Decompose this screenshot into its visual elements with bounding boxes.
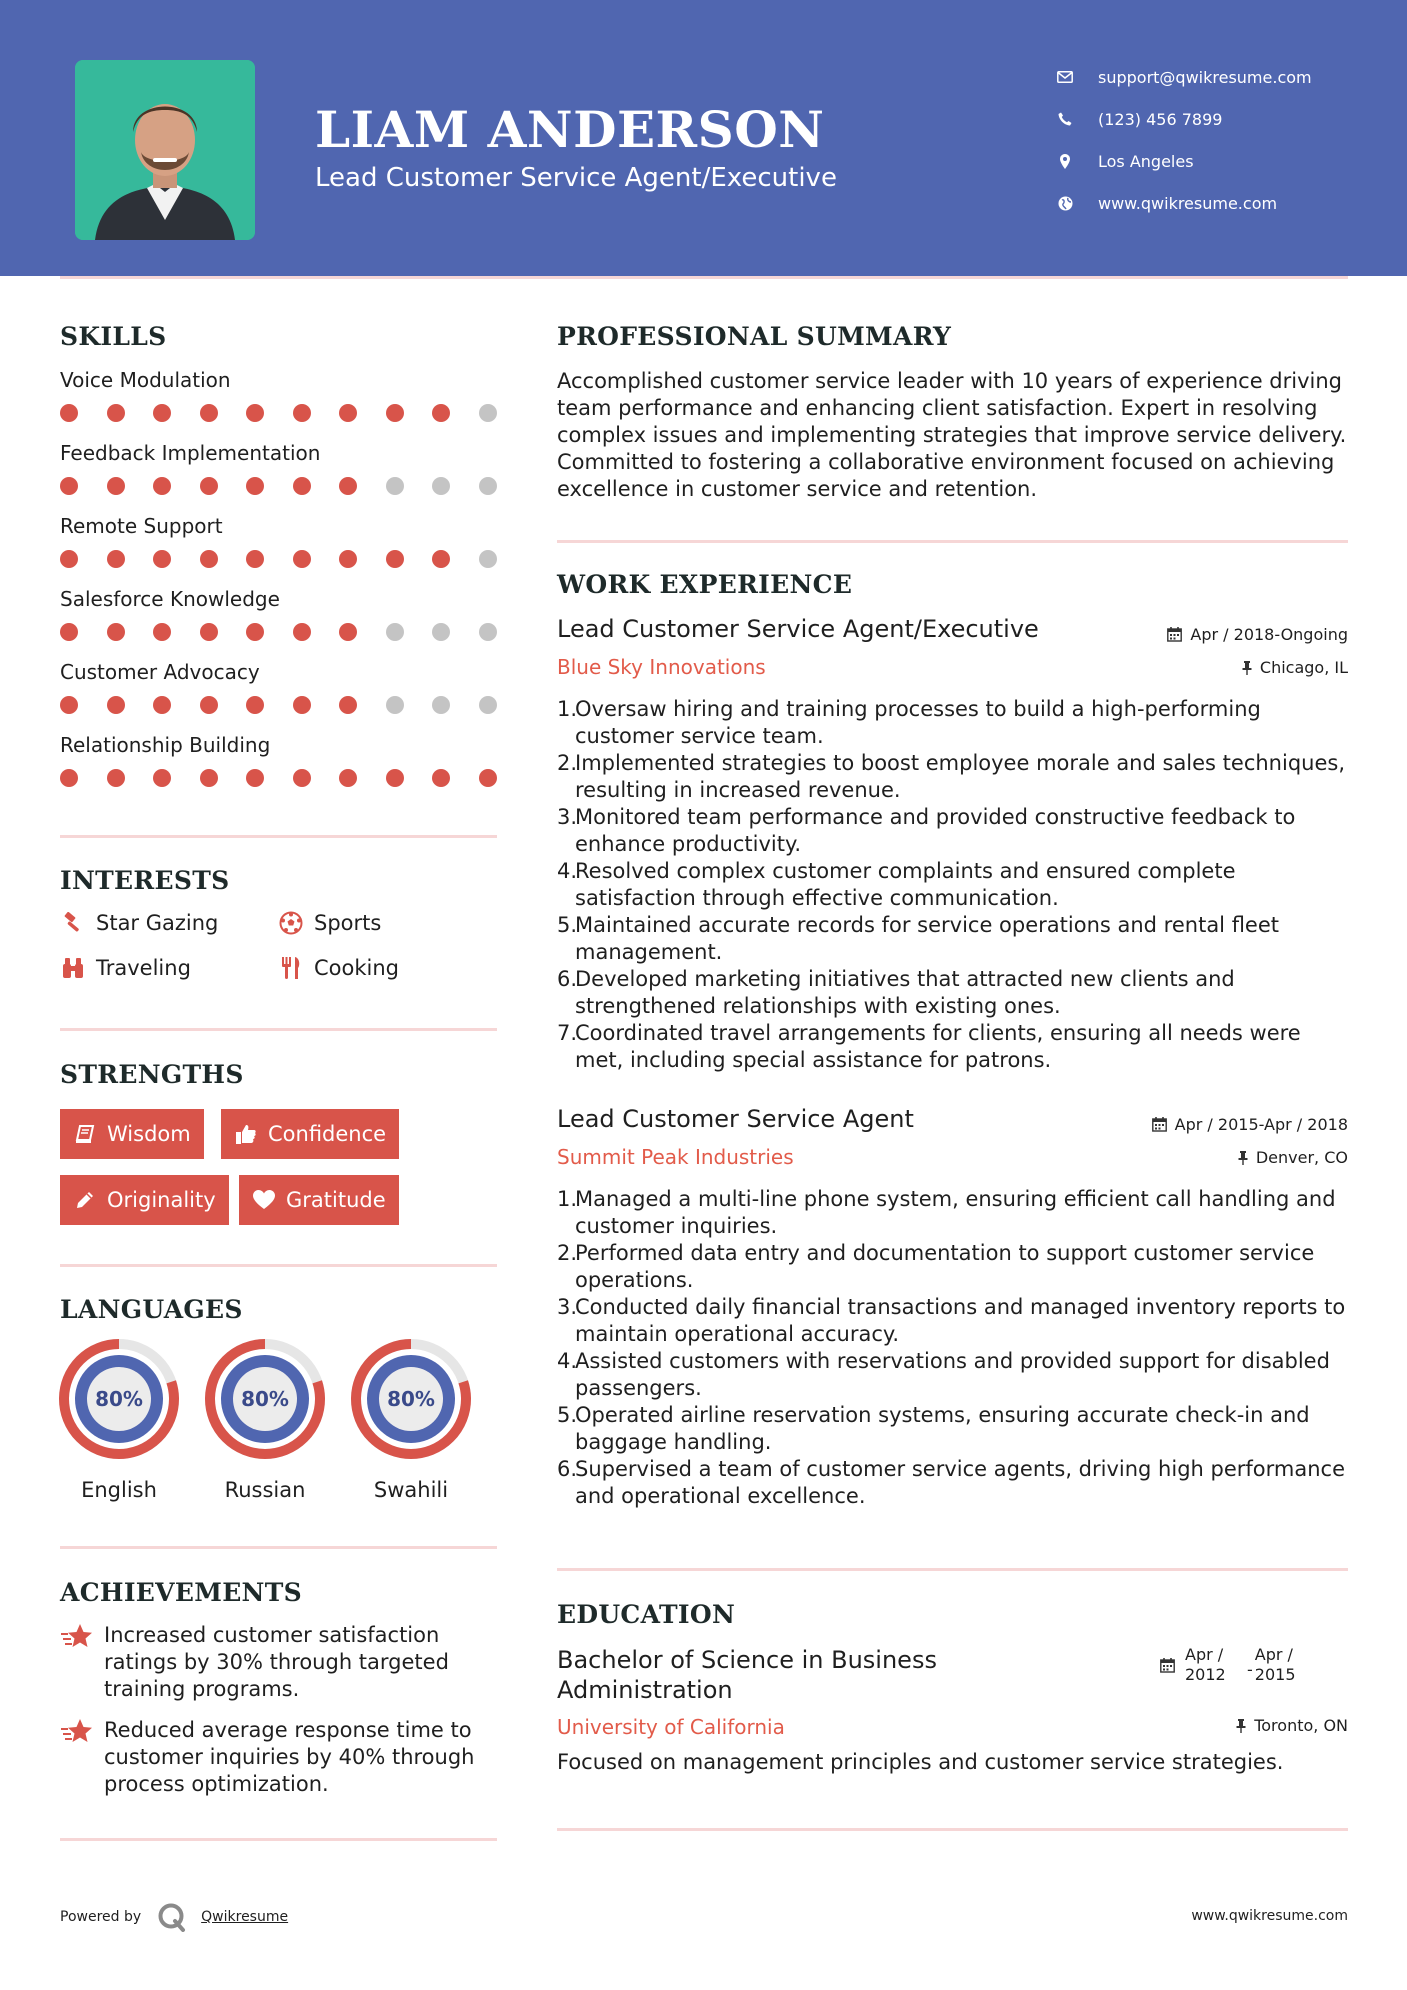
binoculars-icon bbox=[60, 955, 86, 981]
rating-dot-filled bbox=[200, 769, 218, 787]
rating-dot-empty bbox=[386, 477, 404, 495]
contact-list bbox=[1050, 56, 1312, 224]
interest-item: Sports bbox=[278, 910, 381, 936]
achievements-heading: ACHIEVEMENTS bbox=[60, 1578, 302, 1607]
interests-divider bbox=[60, 1028, 497, 1031]
duty-item: 6. Supervised a team of customer service agents, driving high performance and operational excellence. bbox=[557, 1457, 1346, 1508]
skill-label: Voice Modulation bbox=[60, 368, 231, 392]
company-name: Blue Sky Innovations bbox=[557, 655, 766, 679]
phone-icon bbox=[1050, 110, 1080, 128]
language-item bbox=[350, 1338, 472, 1502]
rating-dot-filled bbox=[246, 769, 264, 787]
duty-item: 7. Coordinated travel arrangements for clients, ensuring all needs were met, including special assistance for patrons. bbox=[557, 1021, 1301, 1072]
education-location: Toronto, ON bbox=[1236, 1716, 1348, 1735]
rating-dot-filled bbox=[60, 696, 78, 714]
interest-item: Traveling bbox=[60, 955, 191, 981]
language-progress-ring bbox=[204, 1338, 326, 1460]
rating-dot-filled bbox=[386, 404, 404, 422]
job-title: Lead Customer Service Agent/Executive bbox=[557, 615, 1039, 643]
rating-dot-filled bbox=[386, 550, 404, 568]
header-divider bbox=[60, 276, 1348, 279]
education-dates: Apr / 2012 - Apr / 2015 bbox=[1160, 1645, 1303, 1685]
rating-dot-filled bbox=[60, 550, 78, 568]
interests-heading: INTERESTS bbox=[60, 866, 230, 895]
contact-phone[interactable]: (123) 456 7899 bbox=[1050, 98, 1312, 140]
star-icon bbox=[60, 1622, 94, 1652]
rating-dot-empty bbox=[479, 623, 497, 641]
education-divider bbox=[557, 1828, 1348, 1831]
rating-dot-filled bbox=[200, 477, 218, 495]
rating-dot-filled bbox=[246, 696, 264, 714]
svg-text:80%: 80% bbox=[95, 1387, 143, 1411]
rating-dot-filled bbox=[153, 623, 171, 641]
calendar-icon bbox=[1152, 1117, 1167, 1132]
skills-heading: SKILLS bbox=[60, 322, 167, 351]
company-name: Summit Peak Industries bbox=[557, 1145, 794, 1169]
language-label: English bbox=[81, 1478, 157, 1502]
skills-divider bbox=[60, 835, 497, 838]
thumbs-up-icon bbox=[234, 1122, 258, 1146]
job-location: Denver, CO bbox=[1238, 1148, 1348, 1167]
interest-item: Star Gazing bbox=[60, 910, 218, 936]
rating-dot-filled bbox=[293, 477, 311, 495]
job-dates: Apr / 2015-Apr / 2018 bbox=[1152, 1115, 1348, 1134]
rating-dot-filled bbox=[293, 769, 311, 787]
skill-label: Relationship Building bbox=[60, 733, 271, 757]
skill-rating bbox=[60, 623, 497, 641]
languages-heading: LANGUAGES bbox=[60, 1295, 243, 1324]
experience-heading: WORK EXPERIENCE bbox=[557, 570, 853, 599]
calendar-icon bbox=[1160, 1658, 1175, 1673]
achievements-divider bbox=[60, 1838, 497, 1841]
rating-dot-empty bbox=[479, 696, 497, 714]
rating-dot-filled bbox=[293, 696, 311, 714]
duty-item: 6. Developed marketing initiatives that attracted new clients and strengthened relationships with existing ones. bbox=[557, 967, 1235, 1018]
language-progress-ring bbox=[58, 1338, 180, 1460]
header-banner bbox=[0, 0, 1407, 276]
rating-dot-filled bbox=[293, 623, 311, 641]
duty-item: 3. Conducted daily financial transactions and managed inventory reports to maintain operational accuracy. bbox=[557, 1295, 1346, 1346]
rating-dot-filled bbox=[200, 404, 218, 422]
strength-badge: Gratitude bbox=[239, 1175, 399, 1225]
job-location: Chicago, IL bbox=[1242, 658, 1348, 677]
strengths-heading: STRENGTHS bbox=[60, 1060, 244, 1089]
duty-item: 3. Monitored team performance and provided constructive feedback to enhance productivity. bbox=[557, 805, 1296, 856]
rating-dot-empty bbox=[479, 404, 497, 422]
summary-text: Accomplished customer service leader with 10 years of experience driving team performance and enhancing client satisfaction. Expert in resolving complex issues and implementing strategies that improve service delivery. Committed to fostering a collaborative environment focused on achieving excellence in customer service and retention. bbox=[557, 369, 1347, 501]
interest-item: Cooking bbox=[278, 955, 399, 981]
rating-dot-filled bbox=[153, 769, 171, 787]
rating-dot-filled bbox=[107, 477, 125, 495]
rating-dot-filled bbox=[339, 623, 357, 641]
rating-dot-filled bbox=[432, 550, 450, 568]
skill-rating bbox=[60, 404, 497, 422]
candidate-title: Lead Customer Service Agent/Executive bbox=[315, 163, 837, 193]
rating-dot-filled bbox=[60, 769, 78, 787]
rating-dot-empty bbox=[479, 550, 497, 568]
strength-badge: Wisdom bbox=[60, 1109, 204, 1159]
job-title: Lead Customer Service Agent bbox=[557, 1105, 914, 1133]
skill-rating bbox=[60, 477, 497, 495]
rating-dot-filled bbox=[293, 550, 311, 568]
duty-item: 4. Assisted customers with reservations and provided support for disabled passengers. bbox=[557, 1349, 1330, 1400]
skill-rating bbox=[60, 550, 497, 568]
strengths-divider bbox=[60, 1264, 497, 1267]
contact-email[interactable]: support@qwikresume.com bbox=[1050, 56, 1312, 98]
skill-rating bbox=[60, 696, 497, 714]
summary-divider bbox=[557, 540, 1348, 543]
qwikresume-link[interactable]: Qwikresume bbox=[201, 1909, 289, 1925]
book-icon bbox=[73, 1122, 97, 1146]
language-item bbox=[204, 1338, 326, 1502]
rating-dot-filled bbox=[293, 404, 311, 422]
footer bbox=[60, 1900, 1348, 1940]
rating-dot-filled bbox=[153, 550, 171, 568]
job-duties-list bbox=[557, 696, 1348, 1074]
rating-dot-filled bbox=[246, 477, 264, 495]
rating-dot-empty bbox=[432, 623, 450, 641]
pencil-icon bbox=[73, 1188, 97, 1212]
rating-dot-filled bbox=[60, 477, 78, 495]
globe-icon bbox=[1050, 194, 1080, 212]
pushpin-icon bbox=[1242, 661, 1252, 675]
rating-dot-empty bbox=[386, 696, 404, 714]
duty-item: 1. Managed a multi-line phone system, ensuring efficient call handling and customer inquiries. bbox=[557, 1187, 1336, 1238]
duty-item: 4. Resolved complex customer complaints and ensured complete satisfaction through effective communication. bbox=[557, 859, 1236, 910]
rating-dot-filled bbox=[153, 404, 171, 422]
rating-dot-filled bbox=[107, 404, 125, 422]
rating-dot-filled bbox=[60, 404, 78, 422]
envelope-icon bbox=[1050, 68, 1080, 86]
rating-dot-filled bbox=[60, 623, 78, 641]
strength-badge: Originality bbox=[60, 1175, 229, 1225]
rating-dot-filled bbox=[339, 550, 357, 568]
footer-url[interactable]: www.qwikresume.com bbox=[1191, 1908, 1348, 1924]
language-label: Russian bbox=[224, 1478, 306, 1502]
svg-text:80%: 80% bbox=[241, 1387, 289, 1411]
rating-dot-filled bbox=[153, 477, 171, 495]
rating-dot-filled bbox=[246, 623, 264, 641]
education-description: Focused on management principles and customer service strategies. bbox=[557, 1750, 1284, 1774]
rating-dot-filled bbox=[246, 404, 264, 422]
qwikresume-logo-icon bbox=[157, 1902, 187, 1932]
duty-item: 5. Maintained accurate records for service operations and rental fleet management. bbox=[557, 913, 1279, 964]
rating-dot-empty bbox=[432, 477, 450, 495]
job-duties-list bbox=[557, 1186, 1348, 1510]
degree-title: Bachelor of Science in Business Administration bbox=[557, 1646, 937, 1704]
star-icon bbox=[60, 1717, 94, 1747]
language-progress-ring bbox=[350, 1338, 472, 1460]
rating-dot-filled bbox=[200, 696, 218, 714]
rating-dot-filled bbox=[339, 404, 357, 422]
calendar-icon bbox=[1167, 627, 1182, 642]
rating-dot-filled bbox=[479, 769, 497, 787]
rating-dot-empty bbox=[432, 696, 450, 714]
duty-item: 5. Operated airline reservation systems, ensuring accurate check-in and baggage handling. bbox=[557, 1403, 1310, 1454]
rating-dot-filled bbox=[246, 550, 264, 568]
rating-dot-empty bbox=[479, 477, 497, 495]
duty-item: 2. Performed data entry and documentation to support customer service operations. bbox=[557, 1241, 1315, 1292]
pushpin-icon bbox=[1238, 1151, 1248, 1165]
powered-by: Powered by Qwikresume bbox=[60, 1900, 288, 1934]
candidate-name: LIAM ANDERSON bbox=[315, 100, 825, 159]
achievement-item: Reduced average response time to customer inquiries by 40% through process optimization. bbox=[60, 1717, 497, 1798]
rating-dot-filled bbox=[339, 696, 357, 714]
summary-heading: PROFESSIONAL SUMMARY bbox=[557, 322, 952, 351]
rating-dot-filled bbox=[107, 623, 125, 641]
education-heading: EDUCATION bbox=[557, 1600, 736, 1629]
rating-dot-filled bbox=[339, 477, 357, 495]
language-item bbox=[58, 1338, 180, 1502]
duty-item: 1. Oversaw hiring and training processes to build a high-performing customer service team. bbox=[557, 697, 1261, 748]
rating-dot-filled bbox=[153, 696, 171, 714]
map-pin-icon bbox=[1050, 152, 1080, 170]
rating-dot-filled bbox=[339, 769, 357, 787]
skill-label: Customer Advocacy bbox=[60, 660, 260, 684]
svg-text:80%: 80% bbox=[387, 1387, 435, 1411]
language-label: Swahili bbox=[373, 1478, 449, 1502]
profile-photo bbox=[75, 60, 255, 240]
utensils-icon bbox=[278, 955, 304, 981]
experience-divider bbox=[557, 1568, 1348, 1571]
strength-badge: Confidence bbox=[221, 1109, 399, 1159]
rating-dot-filled bbox=[200, 623, 218, 641]
rating-dot-filled bbox=[107, 550, 125, 568]
skill-label: Feedback Implementation bbox=[60, 441, 321, 465]
pushpin-icon bbox=[1236, 1719, 1246, 1733]
rating-dot-filled bbox=[200, 550, 218, 568]
rating-dot-empty bbox=[386, 623, 404, 641]
contact-website[interactable]: www.qwikresume.com bbox=[1050, 182, 1312, 224]
rating-dot-filled bbox=[107, 696, 125, 714]
job-dates: Apr / 2018-Ongoing bbox=[1167, 625, 1348, 644]
languages-divider bbox=[60, 1546, 497, 1549]
rating-dot-filled bbox=[432, 404, 450, 422]
contact-location: Los Angeles bbox=[1050, 140, 1312, 182]
rating-dot-filled bbox=[386, 769, 404, 787]
rating-dot-filled bbox=[107, 769, 125, 787]
gavel-icon bbox=[60, 910, 86, 936]
soccer-ball-icon bbox=[278, 910, 304, 936]
school-name: University of California bbox=[557, 1715, 785, 1739]
skill-rating bbox=[60, 769, 497, 787]
achievement-item: Increased customer satisfaction ratings by 30% through targeted training programs. bbox=[60, 1622, 497, 1703]
duty-item: 2. Implemented strategies to boost employee morale and sales techniques, resulting in increased revenue. bbox=[557, 751, 1346, 802]
heart-icon bbox=[252, 1188, 276, 1212]
skill-label: Salesforce Knowledge bbox=[60, 587, 280, 611]
skill-label: Remote Support bbox=[60, 514, 223, 538]
rating-dot-filled bbox=[432, 769, 450, 787]
